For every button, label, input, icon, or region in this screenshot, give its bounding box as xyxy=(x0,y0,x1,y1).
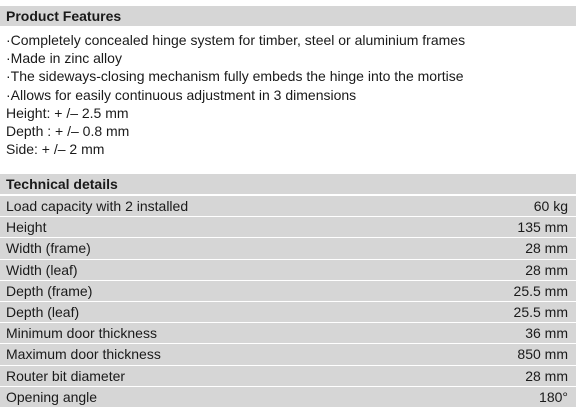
spec-value: 25.5 mm xyxy=(513,304,568,321)
spec-row xyxy=(0,366,576,387)
spec-value: 28 mm xyxy=(525,367,568,384)
spec-row xyxy=(0,260,576,281)
adjustment-height: Height: + /– 2.5 mm xyxy=(6,104,129,121)
spec-label: Load capacity with 2 installed xyxy=(6,198,189,215)
feature-line: ·Made in zinc alloy xyxy=(6,50,122,67)
spec-label: Height xyxy=(6,219,47,236)
adjustment-depth: Depth : + /– 0.8 mm xyxy=(6,122,130,139)
spec-value: 28 mm xyxy=(525,261,568,278)
spec-label: Maximum door thickness xyxy=(6,346,161,363)
adjustment-side: Side: + /– 2 mm xyxy=(6,141,105,158)
feature-line: ·The sideways-closing mechanism fully embeds the hinge into the mortise xyxy=(6,68,464,85)
spec-row xyxy=(0,302,576,323)
feature-line: ·Completely concealed hinge system for timber, steel or aluminium frames xyxy=(6,32,466,48)
spec-label: Width (frame) xyxy=(6,240,91,257)
spec-row xyxy=(0,281,576,302)
spec-label: Router bit diameter xyxy=(6,367,126,384)
spec-row xyxy=(0,344,576,365)
spec-row xyxy=(0,217,576,238)
spec-row xyxy=(0,323,576,344)
feature-line: ·Allows for easily continuous adjustment in 3 dimensions xyxy=(6,86,357,103)
spec-value: 60 kg xyxy=(533,198,568,215)
spec-label: Depth (frame) xyxy=(6,282,93,299)
spec-row xyxy=(0,238,576,259)
spec-value: 850 mm xyxy=(517,346,568,363)
spec-value: 180° xyxy=(539,388,568,405)
spec-row xyxy=(0,387,576,408)
spec-value: 28 mm xyxy=(525,240,568,257)
spec-label: Opening angle xyxy=(6,388,98,405)
spec-label: Depth (leaf) xyxy=(6,304,80,321)
spec-value: 25.5 mm xyxy=(513,282,568,299)
spec-row xyxy=(0,196,576,217)
product-features-heading: Product Features xyxy=(0,6,576,26)
technical-details-heading: Technical details xyxy=(0,174,576,194)
spec-value: 135 mm xyxy=(517,219,568,236)
spec-label: Minimum door thickness xyxy=(6,325,157,342)
spec-table xyxy=(0,196,576,408)
spec-label: Width (leaf) xyxy=(6,261,78,278)
feature-list xyxy=(6,31,572,158)
spec-value: 36 mm xyxy=(525,325,568,342)
